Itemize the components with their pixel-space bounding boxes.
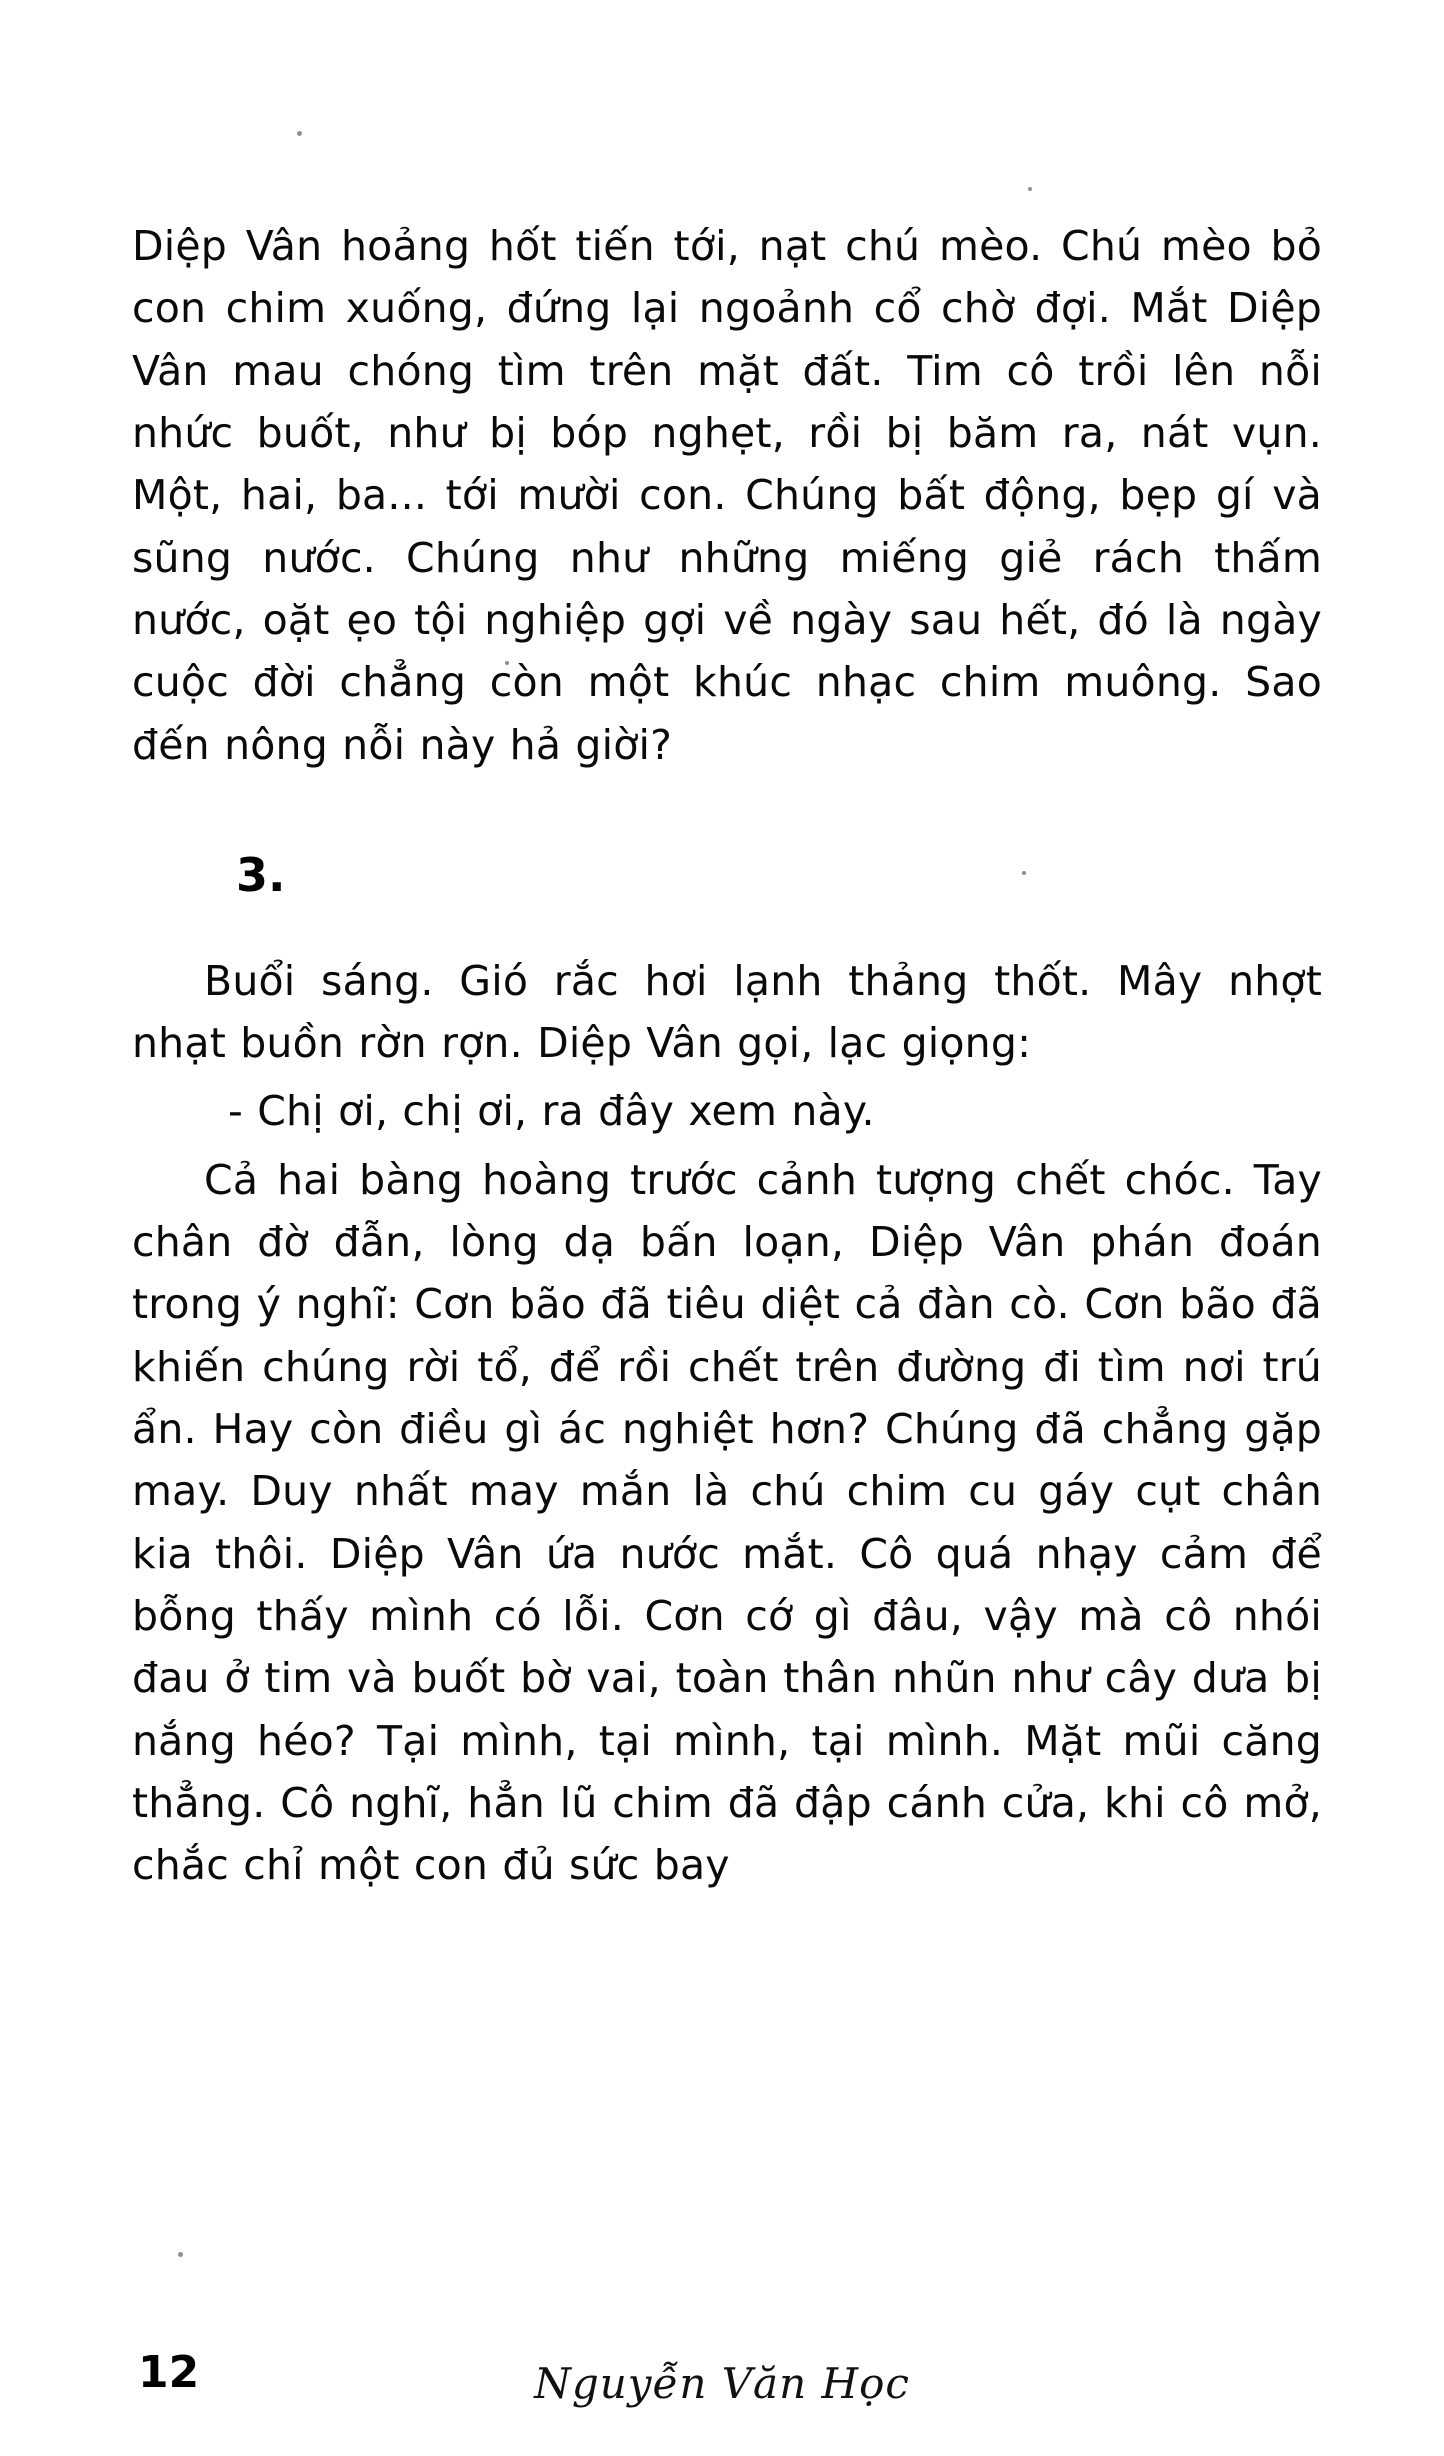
paragraph-4: Cả hai bàng hoàng trước cảnh tượng chết chóc. Tay chân đờ đẫn, lòng dạ bấn loạn, Diệp Vân phán đoán trong ý nghĩ: Cơn bão đã tiêu diệt cả đàn cò. Cơn bão đã khiến chúng rời tổ, để rồi chết trên đường đi tìm nơi trú ẩn. Hay còn điều gì ác nghiệt hơn? Chúng đã chẳng gặp may. Duy nhất may mắn là chú chim cu gáy cụt chân kia thôi. Diệp Vân ứa nước mắt. Cô quá nhạy cảm để bỗng thấy mình có lỗi. Cơn cớ gì đâu, vậy mà cô nhói đau ở tim và buốt bờ vai, toàn thân nhũn như cây dưa bị nắng héo? Tại mình, tại mình, tại mình. Mặt mũi căng thẳng. Cô nghĩ, hẳn lũ chim đã đập cánh cửa, khi cô mở, chắc chỉ một con đủ sức bay: [132, 1155, 1322, 1890]
author-signature: Nguyễn Văn Học: [534, 2359, 910, 2408]
paragraph-dialog: - Chị ơi, chị ơi, ra đây xem này.: [228, 1087, 875, 1136]
page-speckle: [297, 131, 302, 136]
page-speckle: [178, 2252, 183, 2257]
section-number: 3.: [236, 847, 286, 902]
paragraph-1: Diệp Vân hoảng hốt tiến tới, nạt chú mèo. Chú mèo bỏ con chim xuống, đứng lại ngoảnh cổ chờ đợi. Mắt Diệp Vân mau chóng tìm trên mặt đất. Tim cô trồi lên nỗi nhức buốt, như bị bóp nghẹt, rồi bị băm ra, nát vụn. Một, hai, ba... tới mười con. Chúng bất động, bẹp gí và sũng nước. Chúng như những miếng giẻ rách thấm nước, oặt ẹo tội nghiệp gợi về ngày sau hết, đó là ngày cuộc đời chẳng còn một khúc nhạc chim muông. Sao đến nông nỗi này hả giời?: [132, 222, 1322, 769]
paragraph-2: Buổi sáng. Gió rắc hơi lạnh thảng thốt. Mây nhợt nhạt buồn rờn rợn. Diệp Vân gọi, lạc giọng:: [132, 956, 1322, 1068]
page-body: [132, 215, 1322, 1897]
page-footer: [0, 2306, 1444, 2456]
page-speckle: [1028, 187, 1032, 191]
page-number: 12: [138, 2347, 200, 2398]
